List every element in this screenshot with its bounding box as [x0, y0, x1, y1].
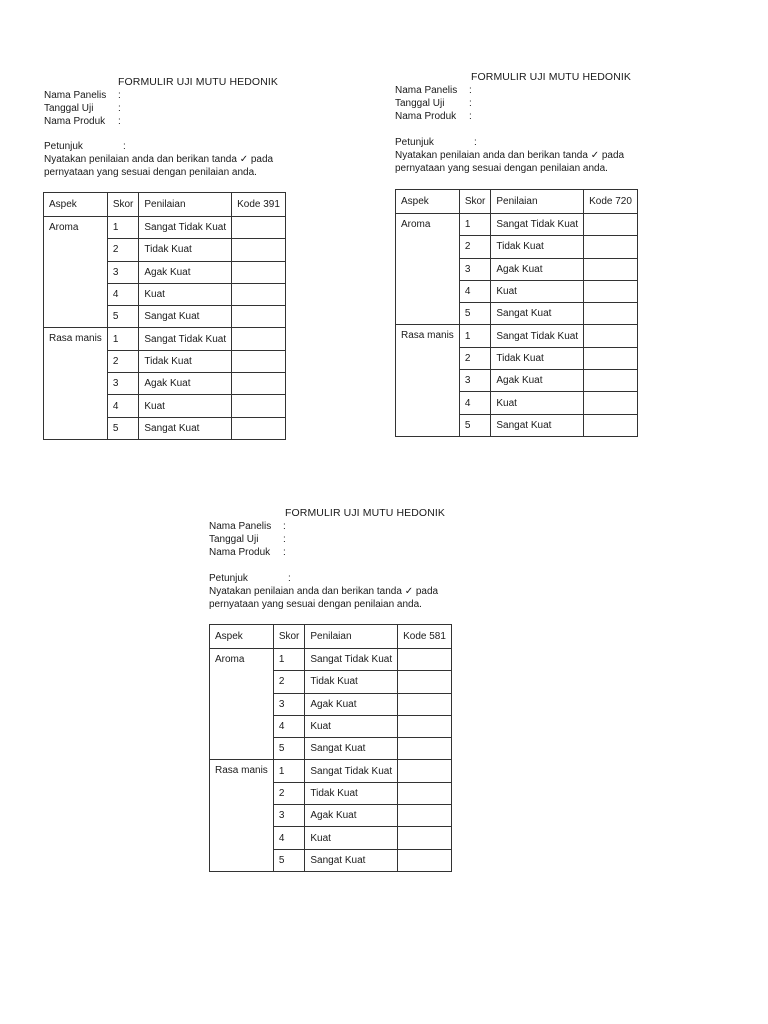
field-label: Tanggal Uji — [209, 534, 259, 545]
check-cell[interactable] — [584, 347, 638, 369]
field-label: Tanggal Uji — [395, 98, 445, 109]
col-header-penilaian: Penilaian — [491, 190, 584, 214]
aspect-name: Aroma — [396, 214, 460, 325]
check-cell[interactable] — [584, 214, 638, 236]
form-title: FORMULIR UJI MUTU HEDONIK — [471, 71, 631, 83]
score-cell: 5 — [459, 303, 491, 325]
table-body — [396, 214, 638, 437]
petunjuk-colon: : — [288, 573, 291, 584]
rating-label-cell: Sangat Tidak Kuat — [305, 649, 398, 671]
field-label: Nama Produk — [395, 111, 457, 122]
field-label: Nama Panelis — [209, 521, 272, 532]
field-colon: : — [469, 111, 472, 122]
check-cell[interactable] — [232, 306, 286, 328]
check-cell[interactable] — [584, 303, 638, 325]
check-cell[interactable] — [232, 350, 286, 372]
check-cell[interactable] — [398, 849, 452, 871]
col-header-skor: Skor — [107, 193, 139, 217]
col-header-aspek: Aspek — [210, 625, 274, 649]
score-cell: 3 — [273, 805, 305, 827]
check-cell[interactable] — [232, 395, 286, 417]
rating-label-cell: Agak Kuat — [139, 261, 232, 283]
rating-label-cell: Agak Kuat — [139, 373, 232, 395]
check-cell[interactable] — [232, 283, 286, 305]
score-cell: 2 — [459, 347, 491, 369]
table-head — [210, 625, 452, 649]
check-cell[interactable] — [398, 671, 452, 693]
score-cell: 5 — [107, 417, 139, 439]
rating-label-cell: Sangat Kuat — [139, 417, 232, 439]
aspect-name: Rasa manis — [396, 325, 460, 436]
score-cell: 3 — [459, 370, 491, 392]
table-head — [44, 193, 286, 217]
score-cell: 3 — [107, 261, 139, 283]
field-colon: : — [283, 547, 286, 558]
check-cell[interactable] — [232, 417, 286, 439]
aspect-name: Rasa manis — [210, 760, 274, 871]
petunjuk-colon: : — [123, 141, 126, 152]
check-cell[interactable] — [398, 693, 452, 715]
field-colon: : — [283, 534, 286, 545]
score-cell: 3 — [273, 693, 305, 715]
check-cell[interactable] — [398, 805, 452, 827]
score-cell: 1 — [273, 649, 305, 671]
rating-label-cell: Kuat — [491, 280, 584, 302]
check-cell[interactable] — [398, 827, 452, 849]
field-colon: : — [283, 521, 286, 532]
rating-table — [209, 624, 452, 872]
form-title: FORMULIR UJI MUTU HEDONIK — [285, 507, 445, 519]
instruction-line-2: pernyataan yang sesuai dengan penilaian anda. — [44, 167, 257, 178]
score-cell: 2 — [107, 239, 139, 261]
petunjuk-row — [395, 136, 624, 149]
field-colon: : — [469, 98, 472, 109]
col-header-aspek: Aspek — [396, 190, 460, 214]
rating-label-cell: Kuat — [139, 283, 232, 305]
table-row — [210, 649, 452, 671]
rating-label-cell: Tidak Kuat — [491, 236, 584, 258]
check-cell[interactable] — [398, 649, 452, 671]
instructions — [395, 136, 624, 175]
score-cell: 3 — [459, 258, 491, 280]
petunjuk-label: Petunjuk — [209, 573, 248, 584]
rating-label-cell: Sangat Kuat — [305, 849, 398, 871]
rating-label-cell: Sangat Tidak Kuat — [305, 760, 398, 782]
field-colon: : — [118, 90, 121, 101]
rating-label-cell: Tidak Kuat — [305, 782, 398, 804]
col-header-penilaian: Penilaian — [139, 193, 232, 217]
col-header-kode: Kode 581 — [398, 625, 452, 649]
check-cell[interactable] — [584, 258, 638, 280]
rating-label-cell: Sangat Tidak Kuat — [139, 328, 232, 350]
check-cell[interactable] — [584, 280, 638, 302]
score-cell: 4 — [273, 827, 305, 849]
score-cell: 1 — [107, 217, 139, 239]
score-cell: 5 — [107, 306, 139, 328]
field-label: Tanggal Uji — [44, 103, 94, 114]
table-row — [396, 214, 638, 236]
check-cell[interactable] — [232, 239, 286, 261]
score-cell: 4 — [459, 280, 491, 302]
table-body — [210, 649, 452, 872]
score-cell: 4 — [273, 715, 305, 737]
rating-label-cell: Agak Kuat — [491, 370, 584, 392]
field-colon: : — [118, 103, 121, 114]
rating-label-cell: Tidak Kuat — [305, 671, 398, 693]
header-row — [210, 625, 452, 649]
score-cell: 2 — [273, 671, 305, 693]
table-row — [396, 325, 638, 347]
instructions — [44, 140, 273, 179]
instruction-line-1: Nyatakan penilaian anda dan berikan tanda ✓ pada — [395, 150, 625, 161]
table-row — [210, 760, 452, 782]
instruction-line-1: Nyatakan penilaian anda dan berikan tanda ✓ pada — [209, 586, 439, 597]
rating-label-cell: Tidak Kuat — [491, 347, 584, 369]
instruction-line-1: Nyatakan penilaian anda dan berikan tanda ✓ pada — [44, 154, 274, 165]
check-cell[interactable] — [232, 261, 286, 283]
col-header-aspek: Aspek — [44, 193, 108, 217]
instructions — [209, 572, 438, 611]
score-cell: 1 — [107, 328, 139, 350]
rating-label-cell: Sangat Kuat — [139, 306, 232, 328]
score-cell: 3 — [107, 373, 139, 395]
field-colon: : — [118, 116, 121, 127]
check-cell[interactable] — [398, 738, 452, 760]
check-cell[interactable] — [584, 370, 638, 392]
petunjuk-row — [44, 140, 273, 153]
field-label: Nama Produk — [209, 547, 271, 558]
score-cell: 1 — [273, 760, 305, 782]
header-row — [396, 190, 638, 214]
check-cell[interactable] — [584, 392, 638, 414]
rating-label-cell: Tidak Kuat — [139, 350, 232, 372]
petunjuk-label: Petunjuk — [395, 137, 434, 148]
table-body — [44, 217, 286, 440]
rating-label-cell: Tidak Kuat — [139, 239, 232, 261]
rating-table — [395, 189, 638, 437]
rating-label-cell: Kuat — [139, 395, 232, 417]
aspect-name: Aroma — [44, 217, 108, 328]
check-cell[interactable] — [232, 373, 286, 395]
score-cell: 2 — [459, 236, 491, 258]
check-cell[interactable] — [398, 715, 452, 737]
instruction-line-2: pernyataan yang sesuai dengan penilaian anda. — [395, 163, 608, 174]
field-label: Nama Panelis — [44, 90, 107, 101]
petunjuk-row — [209, 572, 438, 585]
rating-label-cell: Sangat Kuat — [491, 414, 584, 436]
rating-label-cell: Agak Kuat — [491, 258, 584, 280]
field-label: Nama Produk — [44, 116, 106, 127]
check-cell[interactable] — [584, 325, 638, 347]
check-cell[interactable] — [398, 782, 452, 804]
rating-label-cell: Kuat — [491, 392, 584, 414]
col-header-skor: Skor — [459, 190, 491, 214]
rating-label-cell: Agak Kuat — [305, 693, 398, 715]
check-cell[interactable] — [584, 236, 638, 258]
table-head — [396, 190, 638, 214]
score-cell: 4 — [459, 392, 491, 414]
score-cell: 1 — [459, 214, 491, 236]
rating-label-cell: Sangat Kuat — [491, 303, 584, 325]
score-cell: 5 — [273, 849, 305, 871]
check-cell[interactable] — [398, 760, 452, 782]
rating-label-cell: Kuat — [305, 715, 398, 737]
aspect-name: Rasa manis — [44, 328, 108, 439]
rating-label-cell: Agak Kuat — [305, 805, 398, 827]
score-cell: 5 — [459, 414, 491, 436]
rating-table — [43, 192, 286, 440]
field-label: Nama Panelis — [395, 85, 458, 96]
header-row — [44, 193, 286, 217]
petunjuk-label: Petunjuk — [44, 141, 83, 152]
field-colon: : — [469, 85, 472, 96]
score-cell: 2 — [273, 782, 305, 804]
table-row — [44, 217, 286, 239]
score-cell: 1 — [459, 325, 491, 347]
rating-label-cell: Kuat — [305, 827, 398, 849]
check-cell[interactable] — [584, 414, 638, 436]
petunjuk-colon: : — [474, 137, 477, 148]
score-cell: 5 — [273, 738, 305, 760]
rating-label-cell: Sangat Tidak Kuat — [491, 325, 584, 347]
rating-label-cell: Sangat Kuat — [305, 738, 398, 760]
col-header-penilaian: Penilaian — [305, 625, 398, 649]
rating-label-cell: Sangat Tidak Kuat — [491, 214, 584, 236]
col-header-kode: Kode 391 — [232, 193, 286, 217]
table-row — [44, 328, 286, 350]
col-header-skor: Skor — [273, 625, 305, 649]
check-cell[interactable] — [232, 217, 286, 239]
instruction-line-2: pernyataan yang sesuai dengan penilaian anda. — [209, 599, 422, 610]
score-cell: 4 — [107, 283, 139, 305]
score-cell: 4 — [107, 395, 139, 417]
form-title: FORMULIR UJI MUTU HEDONIK — [118, 76, 278, 88]
rating-label-cell: Sangat Tidak Kuat — [139, 217, 232, 239]
check-cell[interactable] — [232, 328, 286, 350]
aspect-name: Aroma — [210, 649, 274, 760]
score-cell: 2 — [107, 350, 139, 372]
col-header-kode: Kode 720 — [584, 190, 638, 214]
